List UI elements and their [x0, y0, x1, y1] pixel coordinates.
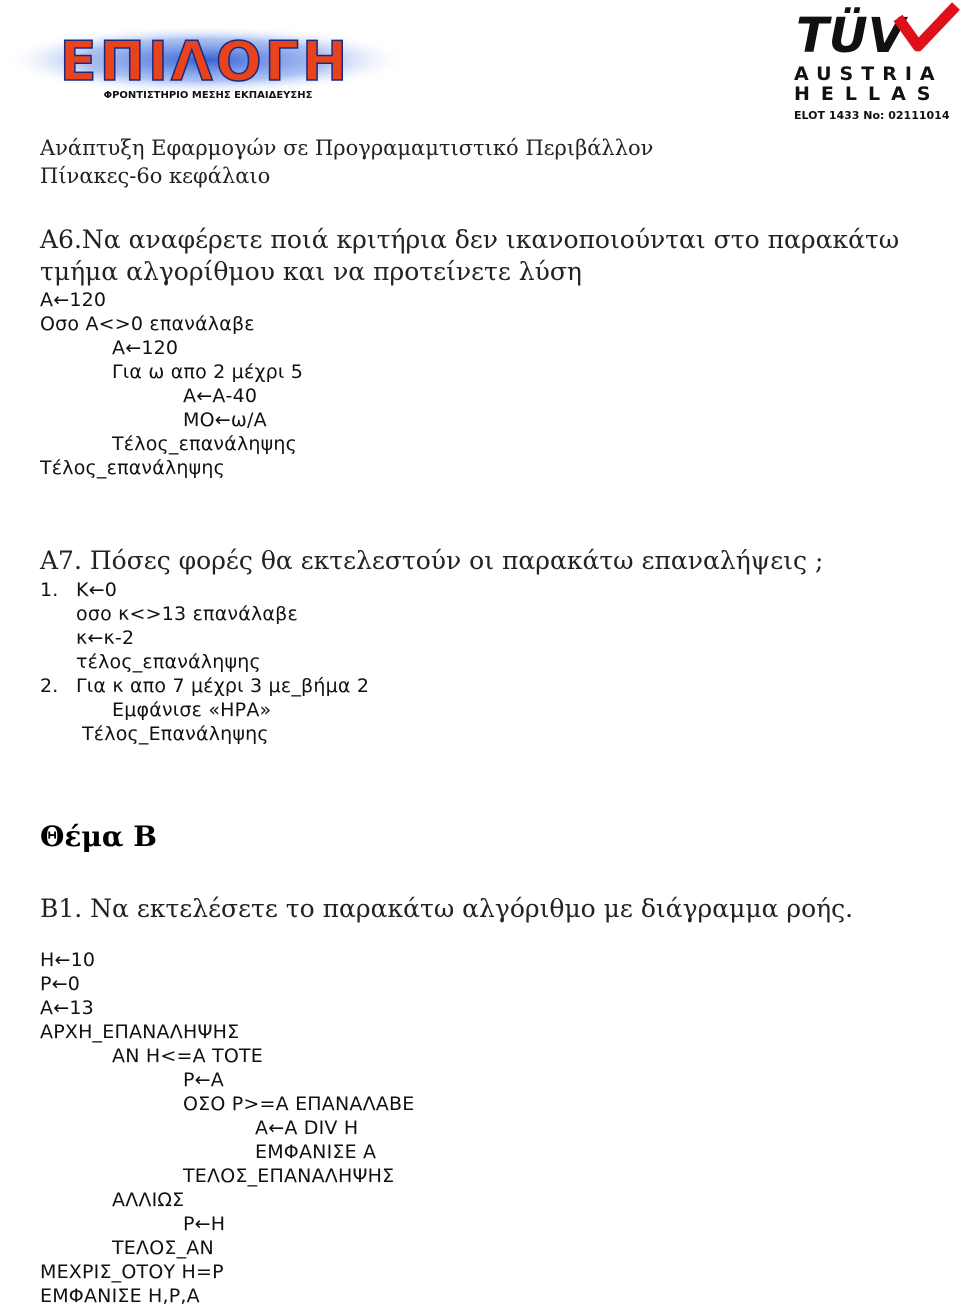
b1-code-line: ΑΝ Η<=Α ΤΟΤΕ	[112, 1045, 263, 1067]
course-title: Ανάπτυξη Εφαρμογών σε Προγραμαμτιστικό Περιβάλλον	[40, 136, 654, 160]
b1-code-line: ΤΕΛΟΣ_ΕΠΑΝΑΛΗΨΗΣ	[183, 1165, 395, 1187]
chapter-title: Πίνακες-6ο κεφάλαιο	[40, 164, 271, 188]
b1-code-line: Η←10	[40, 949, 96, 971]
b1-code-line: ΕΜΦΑΝΙΣΕ Α	[255, 1141, 377, 1163]
logo-subtext: ΦΡΟΝΤΙΣΤΗΡΙΟ ΜΕΣΗΣ ΕΚΠΑΙΔΕΥΣΗΣ	[103, 90, 313, 101]
a6-code-line: Α←120	[40, 289, 107, 311]
a7-code-line: οσο κ<>13 επανάλαβε	[76, 603, 298, 625]
a7-item-number: 2.	[40, 675, 59, 697]
b1-code-line: Ρ←0	[40, 973, 81, 995]
a7-code-line: Κ←0	[76, 579, 118, 601]
b1-code-line: Α←Α DIV Η	[255, 1117, 359, 1139]
epilogi-logo	[0, 10, 410, 105]
a6-title-line2: τμήμα αλγορίθμου και να προτείνετε λύση	[40, 257, 582, 286]
b1-code-line: ΑΡΧΗ_ΕΠΑΝΑΛΗΨΗΣ	[40, 1021, 240, 1043]
a6-code-line: Τέλος_επανάληψης	[40, 457, 225, 479]
a6-code-line: Οσο Α<>0 επανάλαβε	[40, 313, 255, 335]
tuv-text: TÜV	[796, 8, 905, 64]
tuv-austria: AUSTRIA	[794, 63, 943, 85]
b1-code-line: ΟΣΟ Ρ>=Α ΕΠΑΝΑΛΑΒΕ	[183, 1093, 415, 1115]
theme-b-heading: Θέμα Β	[40, 820, 157, 853]
b1-code-line: ΕΜΦΑΝΙΣΕ Η,Ρ,Α	[40, 1285, 200, 1307]
b1-title: Β1. Να εκτελέσετε το παρακάτω αλγόριθμο με διάγραμμα ροής.	[40, 894, 854, 923]
logo-text: ΕΠΙΛΟΓΗ	[59, 30, 351, 93]
b1-code-line: ΜΕΧΡΙΣ_ΟΤΟΥ Η=Ρ	[40, 1261, 224, 1283]
a7-code-line: τέλος_επανάληψης	[76, 651, 261, 673]
b1-code-line: Ρ←Α	[183, 1069, 224, 1091]
a6-code-line: ΜΟ←ω/Α	[183, 409, 267, 431]
a7-title: Α7. Πόσες φορές θα εκτελεστούν οι παρακάτω επαναλήψεις ;	[40, 546, 824, 575]
tuv-logo	[780, 0, 960, 125]
a6-code-line: Α←Α-40	[183, 385, 258, 407]
b1-code-line: ΑΛΛΙΩΣ	[112, 1189, 185, 1211]
a6-title-line1: Α6.Να αναφέρετε ποιά κριτήρια δεν ικανοποιούνται στο παρακάτω	[40, 225, 900, 254]
tuv-elot: ELOT 1433 No: 02111014	[794, 109, 950, 122]
a6-code-line: Α←120	[112, 337, 179, 359]
b1-code-line: Α←13	[40, 997, 94, 1019]
a7-item-number: 1.	[40, 579, 59, 601]
a7-code-line: Τέλος_Επανάληψης	[82, 723, 269, 745]
a7-code-line: Για κ απο 7 μέχρι 3 με_βήμα 2	[76, 675, 370, 697]
a7-code-line: κ←κ-2	[76, 627, 135, 649]
tuv-checkmark-icon	[898, 6, 956, 46]
tuv-hellas: HELLAS	[794, 83, 942, 105]
a7-code-line: Εμφάνισε «ΗΡΑ»	[112, 699, 272, 721]
a6-code-line: Τέλος_επανάληψης	[112, 433, 297, 455]
b1-code-line: Ρ←Η	[183, 1213, 226, 1235]
b1-code-line: ΤΕΛΟΣ_ΑΝ	[112, 1237, 214, 1259]
a6-code-line: Για ω απο 2 μέχρι 5	[112, 361, 304, 383]
